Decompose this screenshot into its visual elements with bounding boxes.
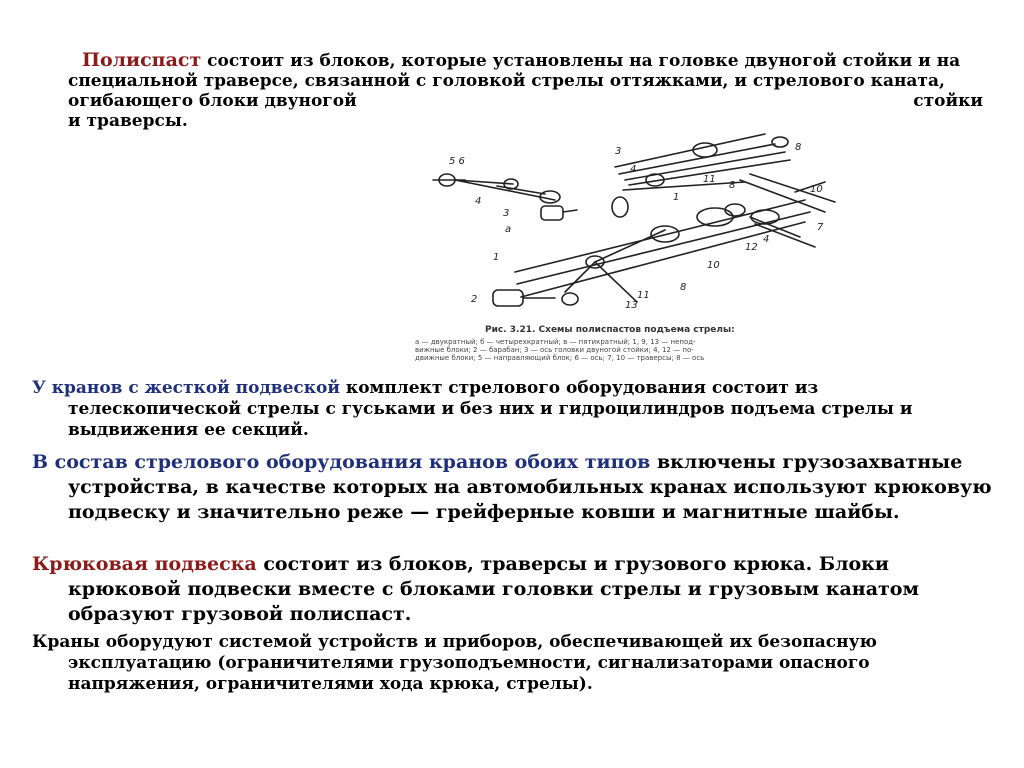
svg-text:3: 3 [615,146,622,157]
svg-text:a: a [505,224,512,235]
svg-text:12: 12 [745,242,758,253]
svg-text:вижные блоки; 2 — барабан; 3 —: вижные блоки; 2 — барабан; 3 — ось головки двуногой стойки; 4, 12 — по- [415,346,694,354]
svg-text:4: 4 [630,164,637,175]
paragraph-safety-devices: Краны оборудуют системой устройств и приборов, обеспечивающей их безопасную эксплуатацию (ограничителями грузоподъемности, сигнализаторами опасного напряжения, ограничителями хода крюка, стрелы). [32,632,877,694]
intro-paragraph [68,50,983,131]
para1-highlight: У кранов с жесткой подвеской [32,378,341,398]
svg-text:8: 8 [680,282,687,293]
svg-text:10: 10 [810,184,823,195]
para3-highlight: Крюковая подвеска [32,553,257,575]
paragraph-rigid-suspension: У кранов с жесткой подвеской комплект стрелового оборудования состоит из телескопической стрелы с гуськами и без них и гидроцилиндров подъема стрелы и выдвижения ее секций. [32,378,913,440]
intro-line-4: и траверсы. [68,111,188,131]
para2-highlight: В состав стрелового оборудования кранов обоих типов [32,451,651,473]
svg-text:8: 8 [795,142,802,153]
svg-text:5 6: 5 6 [449,156,465,167]
svg-text:2: 2 [471,294,478,305]
intro-highlight: Полиспаст [82,49,202,71]
pulley-diagram [405,122,875,362]
intro-line-2: специальной траверсе, связанной с головкой стрелы оттяжками, и стрелового каната, [68,71,945,91]
paragraph-equipment-composition: В состав стрелового оборудования кранов обоих типов включены грузозахватные устройства, в качестве которых на автомобильных кранах используют крюковую подвеску и значительно реже — грейферные ковши и магнитные шайбы. [32,451,992,523]
pulley-diagram-figure [405,122,875,362]
svg-text:10: 10 [707,260,720,271]
svg-text:13: 13 [625,300,638,311]
svg-text:Рис. 3.21. Схемы полиспастов п: Рис. 3.21. Схемы полиспастов подъема стрелы: [485,325,735,335]
svg-text:11: 11 [637,290,650,301]
svg-text:1: 1 [673,192,680,203]
svg-text:1: 1 [493,252,500,263]
block-b-9 [693,143,717,157]
svg-text:а — двукратный; б — четырехкра: а — двукратный; б — четырехкратный; в — пятикратный; 1, 9, 13 — непод- [415,338,696,346]
svg-text:3: 3 [503,208,510,219]
svg-text:движные блоки; 5 — направляющи: движные блоки; 5 — направляющий блок; 6 — ось; 7, 10 — траверсы; 8 — ось [415,354,705,362]
block-c-12 [697,208,733,226]
intro-line-1: Полиспаст состоит из блоков, которые установлены на головке двуногой стойки и на [82,49,961,71]
svg-text:4: 4 [763,234,770,245]
svg-text:8: 8 [729,180,736,191]
drum-c [493,290,523,306]
svg-text:11: 11 [703,174,716,185]
svg-text:4: 4 [475,196,482,207]
svg-text:7: 7 [817,222,824,233]
intro-line-3: огибающего блоки двуногой стойки [68,91,983,111]
paragraph-hook-block: Крюковая подвеска состоит из блоков, траверсы и грузового крюка. Блоки крюковой подвески вместе с блоками головки стрелы и грузовым канатом образуют грузовой полиспаст. [32,553,919,625]
